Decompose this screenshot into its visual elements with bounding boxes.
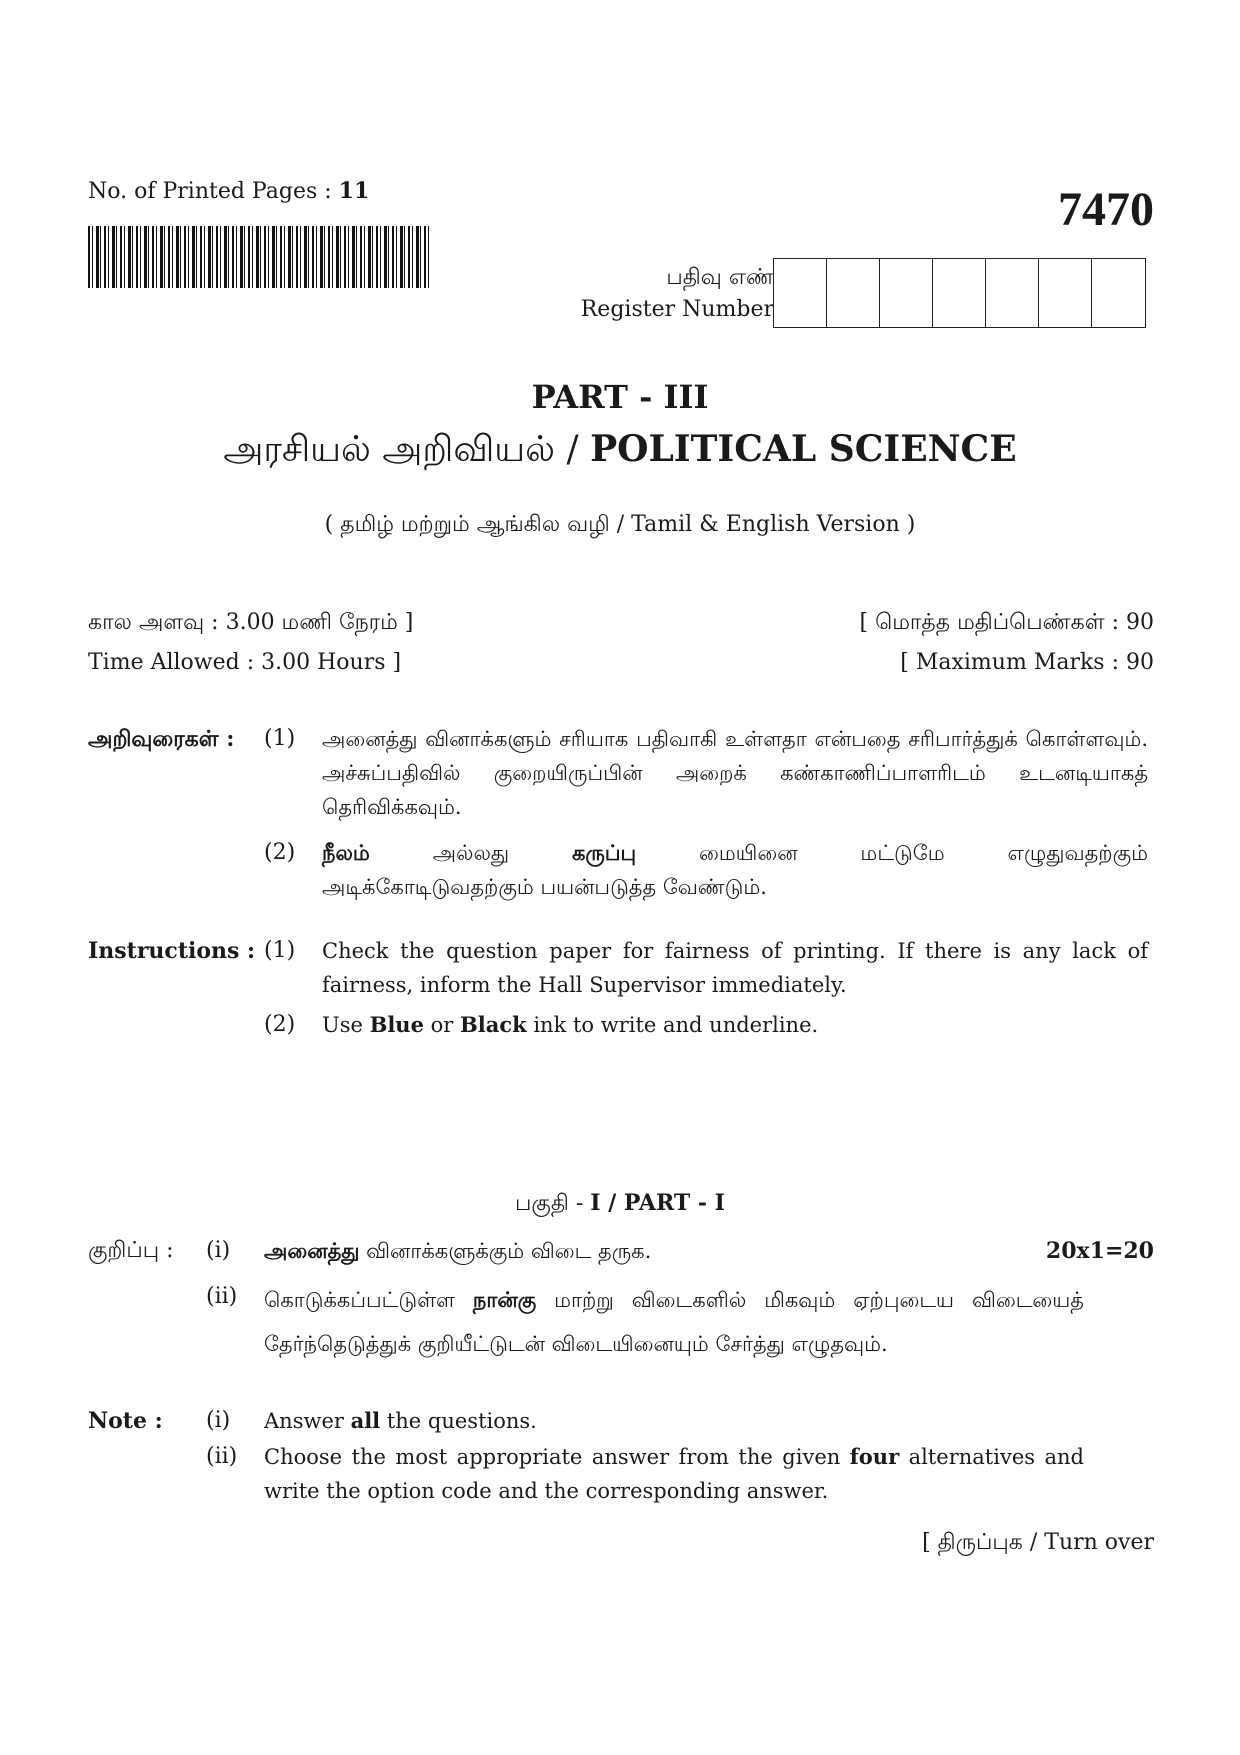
instruction-en-1: Check the question paper for fairness of printing. If there is any lack of fairness, inform the Hall Supervisor immediately. [322, 939, 1148, 997]
instructions-ta-label: அறிவுரைகள் : [88, 726, 235, 752]
instruction-number: (1) [264, 938, 296, 963]
instruction-number: (2) [264, 840, 296, 865]
part-one-heading [0, 1190, 1240, 1219]
subject-en: POLITICAL SCIENCE [590, 428, 1017, 470]
paper-code: 7470 [1058, 183, 1154, 236]
register-box[interactable] [880, 259, 933, 327]
note-en-2 [264, 1440, 1084, 1508]
register-number-label [581, 262, 774, 326]
register-box[interactable] [774, 259, 827, 327]
text-span: மாற்று விடைகளில் மிகவும் ஏற்புடைய விடையைத் தேர்ந்தெடுத்துக் குறியீட்டுடன் விடையினையும் சேர்த்து எழுதவும். [264, 1288, 1084, 1356]
time-allowed-ta: கால அளவு : 3.00 மணி நேரம் ] [88, 610, 414, 635]
instruction-ta-2 [322, 836, 1148, 870]
text-span: மையினை மட்டுமே எழுதுவதற்கும் [636, 841, 1149, 865]
register-label-en: Register Number [580, 297, 774, 322]
part-one-en: I / PART - I [590, 1190, 725, 1216]
register-label-ta: பதிவு எண் [666, 265, 774, 290]
text-span: or [423, 1013, 460, 1037]
instruction-ta-1: அனைத்து வினாக்களும் சரியாக பதிவாகி உள்ளதா என்பதை சரிபார்த்துக் கொள்ளவும். அச்சுப்பதிவில் குறையிருப்பின் அறைக் கண்காணிப்பாளரிடம் உடனடியாகத் தெரிவிக்கவும். [322, 727, 1148, 819]
text-span: வினாக்களுக்கும் விடை தருக. [359, 1239, 652, 1263]
note-number: (ii) [206, 1284, 238, 1309]
note-ta-2 [264, 1278, 1084, 1366]
part-one-ta: பகுதி - [515, 1191, 591, 1216]
register-box[interactable] [933, 259, 986, 327]
instructions-en-label: Instructions : [88, 938, 256, 964]
max-marks-ta: [ மொத்த மதிப்பெண்கள் : 90 [859, 610, 1154, 635]
text-span: கொடுக்கப்பட்டுள்ள [264, 1288, 473, 1312]
bold-word: Black [459, 1012, 527, 1037]
time-allowed-en: Time Allowed : 3.00 Hours ] [88, 650, 402, 675]
version: ( தமிழ் மற்றும் ஆங்கில வழி / Tamil & English Version ) [324, 512, 916, 537]
text-span: Choose the most appropriate answer from the given [264, 1445, 850, 1469]
instruction-en-2 [322, 1008, 1148, 1042]
note-number: (ii) [206, 1444, 238, 1469]
note-number: (i) [206, 1238, 231, 1263]
register-number-boxes[interactable] [773, 258, 1146, 328]
subject-ta: அரசியல் அறிவியல் / [223, 429, 591, 470]
subject-title [0, 428, 1240, 475]
instruction-number: (2) [264, 1012, 296, 1037]
turn-over: [ திருப்புக / Turn over [922, 1530, 1154, 1555]
text-span: alternatives and write the option code and the corresponding answer. [264, 1445, 1084, 1503]
bold-word: நீலம் [322, 840, 370, 865]
register-box[interactable] [1092, 259, 1145, 327]
bold-word: அனைத்து [264, 1238, 360, 1263]
register-box[interactable] [986, 259, 1039, 327]
text-span: Answer [264, 1409, 351, 1433]
note-number: (i) [206, 1408, 231, 1433]
max-marks-en: [ Maximum Marks : 90 [900, 650, 1154, 675]
bold-word: நான்கு [472, 1287, 537, 1312]
register-box[interactable] [1039, 259, 1092, 327]
barcode [88, 226, 432, 288]
bold-word: Blue [369, 1012, 424, 1037]
note-en-1 [264, 1404, 1084, 1438]
instruction-ta-2-line2: அடிக்கோடிடுவதற்கும் பயன்படுத்த வேண்டும். [322, 875, 767, 899]
text-span: the questions. [380, 1409, 537, 1433]
instruction-number: (1) [264, 726, 296, 751]
printed-pages-label: No. of Printed Pages : [88, 179, 332, 204]
note-en-label: Note : [88, 1408, 163, 1434]
part-title: PART - III [531, 378, 709, 416]
bold-word: கருப்பு [571, 840, 637, 865]
printed-pages [88, 178, 369, 204]
register-box[interactable] [827, 259, 880, 327]
bold-word: four [849, 1444, 900, 1469]
note-ta-label: குறிப்பு : [88, 1238, 174, 1263]
text-span: அல்லது [369, 841, 572, 865]
bold-word: all [350, 1408, 381, 1433]
printed-pages-value: 11 [338, 178, 370, 204]
section-marks: 20x1=20 [1045, 1238, 1154, 1264]
text-span: ink to write and underline. [526, 1013, 819, 1037]
text-span: Use [322, 1013, 370, 1037]
note-ta-1 [264, 1234, 864, 1268]
